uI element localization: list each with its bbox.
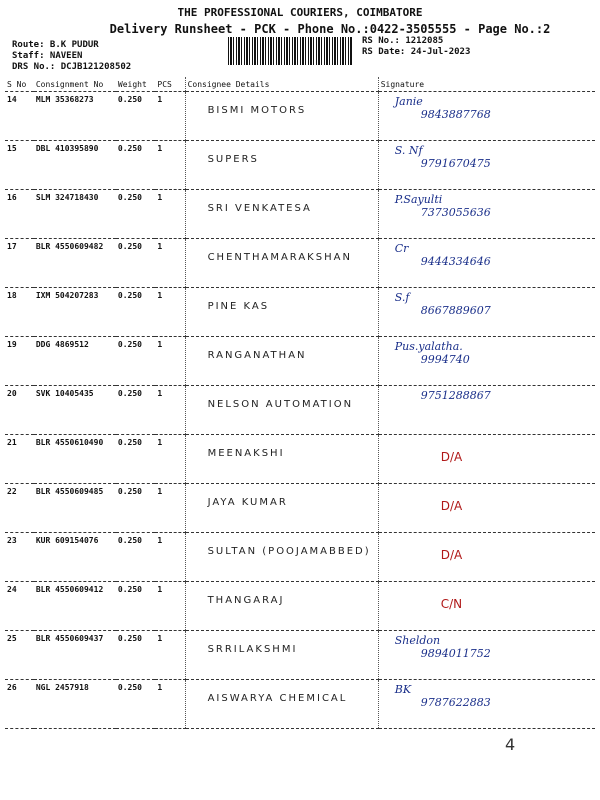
row-signature-cell <box>378 533 595 582</box>
document-title: THE PROFESSIONAL COURIERS, COIMBATORE <box>177 6 423 19</box>
delivery-status: C/N <box>440 597 463 611</box>
row-pcs: 1 <box>155 533 185 582</box>
row-pcs: 1 <box>155 386 185 435</box>
row-consignee-cell <box>185 190 378 239</box>
row-sno: 16 <box>5 190 34 239</box>
row-pcs: 1 <box>155 484 185 533</box>
signature-phone: 9994740 <box>420 353 470 366</box>
page-mark: 4 <box>505 735 516 754</box>
row-consignee-cell <box>185 680 378 729</box>
row-weight: 0.250 <box>116 337 155 386</box>
runsheet-table <box>5 77 595 729</box>
table-row <box>5 288 595 337</box>
row-sno: 15 <box>5 141 34 190</box>
row-pcs: 1 <box>155 680 185 729</box>
row-pcs: 1 <box>155 239 185 288</box>
row-weight: 0.250 <box>116 680 155 729</box>
row-consignment-no: BLR 4550610490 <box>34 435 116 484</box>
row-consignee-cell <box>185 386 378 435</box>
row-consignment-no: SLM 324718430 <box>34 190 116 239</box>
row-consignment-no: BLR 4550609485 <box>34 484 116 533</box>
row-sno: 21 <box>5 435 34 484</box>
row-signature-cell <box>378 92 595 141</box>
signature-phone: 9791670475 <box>420 157 491 170</box>
table-row <box>5 582 595 631</box>
rs-date: RS Date: 24-Jul-2023 <box>362 47 471 57</box>
table-row <box>5 484 595 533</box>
row-sno: 14 <box>5 92 34 141</box>
consignee-name: RANGANATHAN <box>207 350 307 361</box>
row-consignment-no: KUR 609154076 <box>34 533 116 582</box>
signature-phone: 9787622883 <box>420 696 491 709</box>
row-sno: 17 <box>5 239 34 288</box>
row-weight: 0.250 <box>116 141 155 190</box>
row-pcs: 1 <box>155 435 185 484</box>
delivery-status: D/A <box>440 499 463 513</box>
row-weight: 0.250 <box>116 190 155 239</box>
row-consignee-cell <box>185 484 378 533</box>
row-signature-cell <box>378 680 595 729</box>
signature-mark: Pus.yalatha. <box>394 340 463 353</box>
row-consignment-no: BLR 4550609482 <box>34 239 116 288</box>
row-weight: 0.250 <box>116 386 155 435</box>
row-consignment-no: MLM 35368273 <box>34 92 116 141</box>
rs-number: RS No.: 1212085 <box>362 36 444 46</box>
table-row <box>5 337 595 386</box>
row-signature-cell <box>378 190 595 239</box>
row-pcs: 1 <box>155 582 185 631</box>
row-consignee-cell <box>185 337 378 386</box>
row-consignee-cell <box>185 582 378 631</box>
row-pcs: 1 <box>155 288 185 337</box>
row-sno: 18 <box>5 288 34 337</box>
row-sno: 22 <box>5 484 34 533</box>
row-pcs: 1 <box>155 190 185 239</box>
row-consignee-cell <box>185 435 378 484</box>
row-sno: 20 <box>5 386 34 435</box>
signature-mark: Sheldon <box>394 634 441 647</box>
consignee-name: PINE KAS <box>207 301 270 312</box>
consignee-name: CHENTHAMARAKSHAN <box>207 252 352 263</box>
signature-phone: 7373055636 <box>420 206 491 219</box>
signature-mark: Cr <box>394 242 409 255</box>
document-subtitle: Delivery Runsheet - PCK - Phone No.:0422-3505555 - Page No.:2 <box>109 22 551 36</box>
table-header-row <box>5 77 595 92</box>
row-sno: 25 <box>5 631 34 680</box>
consignee-name: SRI VENKATESA <box>207 203 312 214</box>
row-signature-cell <box>378 337 595 386</box>
row-signature-cell <box>378 386 595 435</box>
signature-phone: 9751288867 <box>420 389 491 402</box>
row-consignment-no: IXM 504207283 <box>34 288 116 337</box>
table-row <box>5 141 595 190</box>
row-weight: 0.250 <box>116 288 155 337</box>
table-row <box>5 435 595 484</box>
signature-mark: BK <box>394 683 412 696</box>
signature-phone: 9444334646 <box>420 255 491 268</box>
row-consignment-no: SVK 10405435 <box>34 386 116 435</box>
row-weight: 0.250 <box>116 533 155 582</box>
row-sno: 24 <box>5 582 34 631</box>
row-signature-cell <box>378 239 595 288</box>
signature-phone: 9894011752 <box>420 647 491 660</box>
row-consignee-cell <box>185 288 378 337</box>
staff-label: Staff: NAVEEN <box>12 51 83 61</box>
row-signature-cell <box>378 484 595 533</box>
drs-number: DRS No.: DCJB121208502 <box>12 62 132 72</box>
row-consignee-cell <box>185 92 378 141</box>
row-consignment-no: BLR 4550609412 <box>34 582 116 631</box>
delivery-status: D/A <box>440 548 463 562</box>
column-header: PCS <box>155 77 185 92</box>
consignee-name: AISWARYA CHEMICAL <box>207 693 348 704</box>
row-pcs: 1 <box>155 631 185 680</box>
row-sno: 26 <box>5 680 34 729</box>
signature-phone: 9843887768 <box>420 108 491 121</box>
route-label: Route: B.K PUDUR <box>12 40 99 50</box>
table-row <box>5 533 595 582</box>
row-weight: 0.250 <box>116 631 155 680</box>
signature-mark: S.f <box>394 291 410 304</box>
signature-mark: S. Nf <box>394 144 423 157</box>
row-consignee-cell <box>185 533 378 582</box>
row-consignment-no: DDG 4869512 <box>34 337 116 386</box>
column-header: Consignment No <box>34 77 116 92</box>
row-consignment-no: DBL 410395890 <box>34 141 116 190</box>
row-pcs: 1 <box>155 337 185 386</box>
row-sno: 23 <box>5 533 34 582</box>
row-weight: 0.250 <box>116 435 155 484</box>
row-sno: 19 <box>5 337 34 386</box>
row-signature-cell <box>378 288 595 337</box>
consignee-name: SULTAN (POOJAMABBED) <box>207 546 371 557</box>
table-row <box>5 92 595 141</box>
table-row <box>5 631 595 680</box>
row-weight: 0.250 <box>116 239 155 288</box>
signature-phone: 8667889607 <box>420 304 491 317</box>
signature-mark: P.Sayulti <box>394 193 443 206</box>
table-row <box>5 386 595 435</box>
consignee-name: BISMI MOTORS <box>207 105 307 116</box>
row-weight: 0.250 <box>116 582 155 631</box>
row-weight: 0.250 <box>116 92 155 141</box>
row-signature-cell <box>378 582 595 631</box>
row-weight: 0.250 <box>116 484 155 533</box>
row-signature-cell <box>378 631 595 680</box>
column-header: Signature <box>378 77 595 92</box>
row-consignment-no: NGL 2457918 <box>34 680 116 729</box>
consignee-name: THANGARAJ <box>207 595 285 606</box>
signature-mark: Janie <box>394 95 423 108</box>
consignee-name: SUPERS <box>207 154 259 165</box>
table-row <box>5 680 595 729</box>
row-signature-cell <box>378 435 595 484</box>
consignee-name: SRRILAKSHMI <box>207 644 298 655</box>
table-row <box>5 190 595 239</box>
consignee-name: JAYA KUMAR <box>207 497 288 508</box>
delivery-status: D/A <box>440 450 463 464</box>
table-row <box>5 239 595 288</box>
column-header: Weight <box>116 77 155 92</box>
barcode <box>228 37 352 65</box>
row-pcs: 1 <box>155 92 185 141</box>
column-header: S No <box>5 77 34 92</box>
row-pcs: 1 <box>155 141 185 190</box>
row-consignee-cell <box>185 141 378 190</box>
row-consignee-cell <box>185 239 378 288</box>
row-consignment-no: BLR 4550609437 <box>34 631 116 680</box>
row-consignee-cell <box>185 631 378 680</box>
consignee-name: NELSON AUTOMATION <box>207 399 354 410</box>
consignee-name: MEENAKSHI <box>207 448 285 459</box>
row-signature-cell <box>378 141 595 190</box>
column-header: Consignee Details <box>185 77 378 92</box>
